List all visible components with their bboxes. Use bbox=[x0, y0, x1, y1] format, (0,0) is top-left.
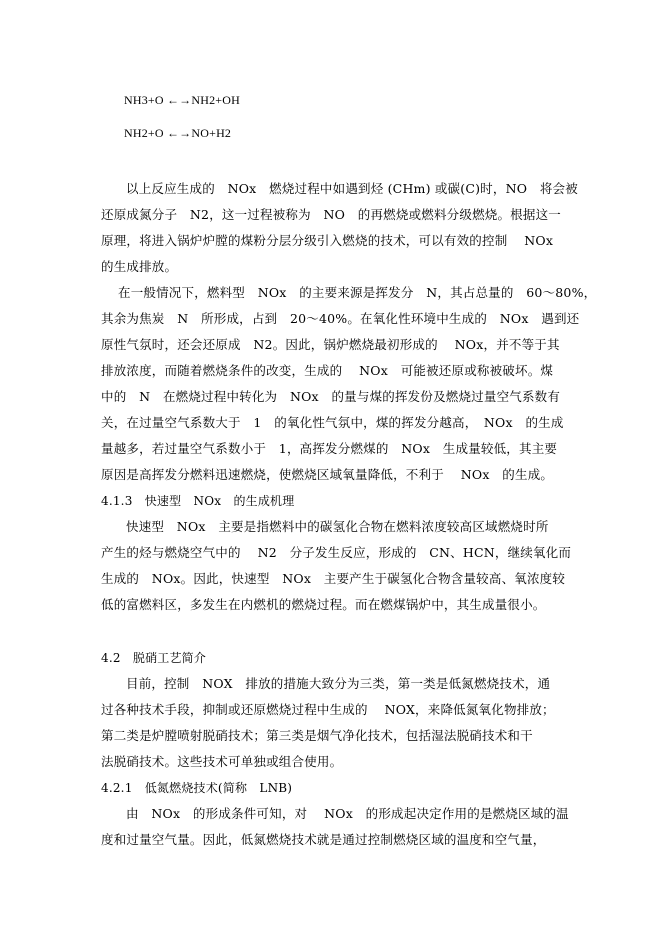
text-line: 关，在过量空气系数大于 1 的氧化性气氛中，煤的挥发分越高， NOx 的生成 bbox=[101, 415, 564, 430]
text-line: 由 NOx 的形成条件可知，对 NOx 的形成起决定作用的是燃烧区域的温 bbox=[126, 806, 569, 821]
section-heading-4-2: 4.2 脱硝工艺简介 bbox=[101, 651, 207, 665]
text-line: 目前，控制 NOX 排放的措施大致分为三类，第一类是低氮燃烧技术，通 bbox=[126, 676, 551, 691]
text-line: 以上反应生成的 NOx 燃烧过程中如遇到烃 (CHm) 或碳(C)时，NO 将会被 bbox=[126, 181, 578, 196]
text-line: 中的 N 在燃烧过程中转化为 NOx 的量与煤的挥发份及燃烧过量空气系数有 bbox=[101, 389, 561, 404]
text-line: 原理，将进入锅炉炉膛的煤粉分层分级引入燃烧的技术，可以有效的控制 NOx bbox=[101, 233, 554, 248]
text-line: 第二类是炉膛喷射脱硝技术；第三类是烟气净化技术，包括湿法脱硝技术和干 bbox=[101, 728, 533, 743]
text-line: 还原成氮分子 N2，这一过程被称为 NO 的再燃烧或燃料分级燃烧。根据这一 bbox=[101, 207, 561, 222]
section-heading-4-2-1: 4.2.1 低氮燃烧技术(简称 LNB) bbox=[101, 781, 293, 795]
section-heading-4-1-3: 4.1.3 快速型 NOx 的生成机理 bbox=[101, 494, 295, 508]
text-line: 度和过量空气量。因此，低氮燃烧技术就是通过控制燃烧区域的温度和空气量， bbox=[101, 832, 546, 847]
text-line: 在一般情况下，燃料型 NOx 的主要来源是挥发分 N，其占总量的 60～80%， bbox=[118, 285, 597, 300]
equation-2: NH2+O ←→NO+H2 bbox=[124, 126, 232, 140]
text-line: 快速型 NOx 主要是指燃料中的碳氢化合物在燃料浓度较高区域燃烧时所 bbox=[126, 519, 549, 534]
text-line: 排放浓度，而随着燃烧条件的改变，生成的 NOx 可能被还原或称被破坏。煤 bbox=[101, 363, 554, 378]
text-line: 的生成排放。 bbox=[101, 259, 178, 274]
text-line: 其余为焦炭 N 所形成，占到 20～40%。在氧化性环境中生成的 NOx 遇到还 bbox=[101, 311, 580, 326]
equation-1: NH3+O ←→NH2+OH bbox=[124, 93, 240, 107]
text-line: 产生的烃与燃烧空气中的 N2 分子发生反应，形成的 CN、HCN，继续氧化而 bbox=[101, 545, 572, 560]
text-line: 原因是高挥发分燃料迅速燃烧，使燃烧区域氧量降低，不利于 NOx 的生成。 bbox=[101, 467, 554, 482]
text-line: 法脱硝技术。这些技术可单独或组合使用。 bbox=[101, 754, 343, 769]
text-line: 低的富燃料区，多发生在内燃机的燃烧过程。而在燃煤锅炉中，其生成量很小。 bbox=[101, 597, 546, 612]
text-line: 原性气氛时，还会还原成 N2。因此，锅炉燃烧最初形成的 NOx，并不等于其 bbox=[101, 337, 560, 352]
text-line: 过各种技术手段，抑制或还原燃烧过程中生成的 NOX，来降低氮氧化物排放； bbox=[101, 702, 555, 717]
text-line: 生成的 NOx。因此，快速型 NOx 主要产生于碳氢化合物含量较高、氧浓度较 bbox=[101, 571, 566, 586]
text-line: 量越多，若过量空气系数小于 1，高挥发分燃煤的 NOx 生成量较低，其主要 bbox=[101, 441, 558, 456]
